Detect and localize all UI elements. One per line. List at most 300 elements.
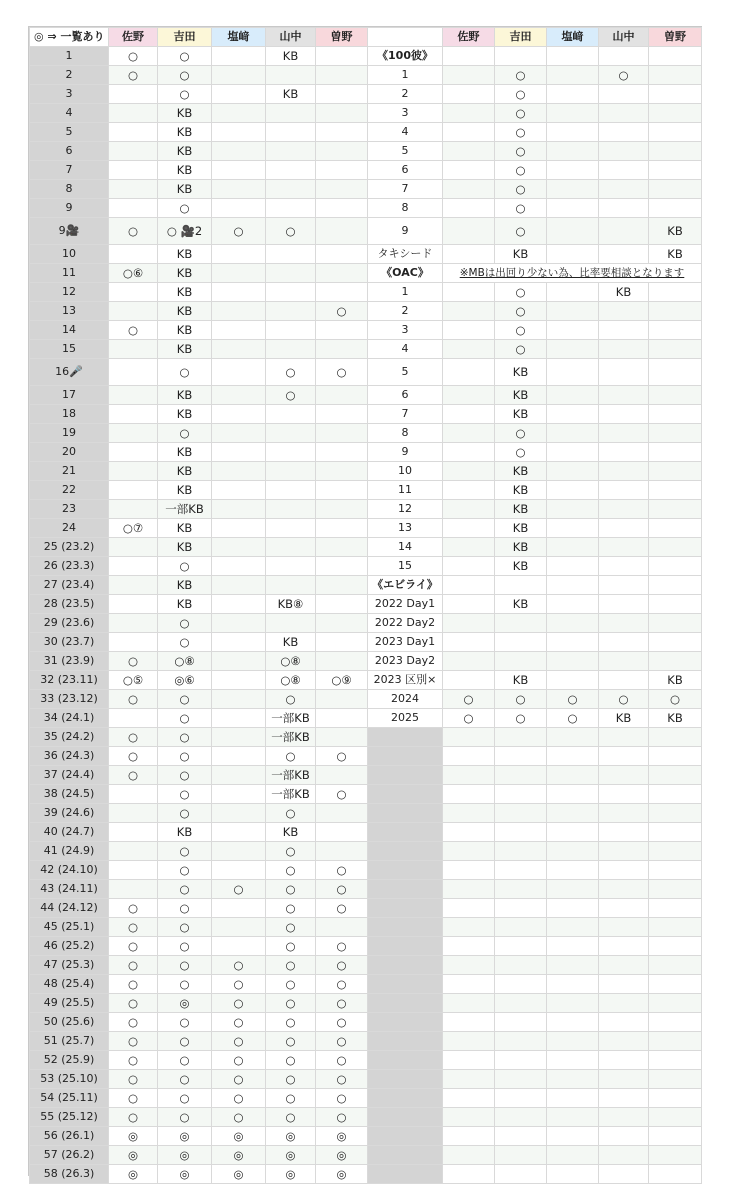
left-cell bbox=[109, 500, 158, 519]
left-cell: ○ bbox=[109, 937, 158, 956]
left-header-member: 吉田 bbox=[158, 28, 212, 47]
left-cell bbox=[266, 264, 316, 283]
left-cell bbox=[212, 123, 266, 142]
right-blank-row bbox=[368, 994, 702, 1013]
left-table-row bbox=[30, 747, 368, 766]
left-cell: ○⑨ bbox=[316, 671, 368, 690]
left-table-row bbox=[30, 766, 368, 785]
left-cell bbox=[266, 443, 316, 462]
left-cell bbox=[212, 747, 266, 766]
right-blank-cell bbox=[495, 880, 547, 899]
right-cell: ○ bbox=[495, 218, 547, 245]
left-row-label: 14 bbox=[30, 321, 109, 340]
left-table-row bbox=[30, 218, 368, 245]
left-table-row bbox=[30, 652, 368, 671]
right-cell bbox=[649, 340, 702, 359]
right-blank-cell bbox=[599, 766, 649, 785]
right-row-label: 8 bbox=[368, 424, 443, 443]
right-cell bbox=[649, 321, 702, 340]
right-cell bbox=[443, 538, 495, 557]
right-table-row bbox=[368, 66, 702, 85]
ratio-note: ※MBは出回り少ない為、比率要相談となります bbox=[443, 264, 702, 283]
left-table-row bbox=[30, 405, 368, 424]
right-blank-cell bbox=[599, 937, 649, 956]
right-cell bbox=[599, 386, 649, 405]
right-blank-cell bbox=[443, 918, 495, 937]
left-cell: ○ bbox=[158, 557, 212, 576]
right-cell bbox=[547, 595, 599, 614]
left-row-label: 40 (24.7) bbox=[30, 823, 109, 842]
right-cell bbox=[599, 576, 649, 595]
left-cell bbox=[212, 576, 266, 595]
right-cell bbox=[443, 302, 495, 321]
left-cell: ○ bbox=[316, 1051, 368, 1070]
left-row-label: 37 (24.4) bbox=[30, 766, 109, 785]
left-cell bbox=[212, 500, 266, 519]
right-blank-cell bbox=[443, 728, 495, 747]
right-cell bbox=[443, 180, 495, 199]
right-blank-row bbox=[368, 956, 702, 975]
right-blank-cell bbox=[495, 785, 547, 804]
right-table-row bbox=[368, 652, 702, 671]
left-cell: 一部KB bbox=[266, 728, 316, 747]
left-row-label: 19 bbox=[30, 424, 109, 443]
left-cell bbox=[266, 519, 316, 538]
right-table-row bbox=[368, 576, 702, 595]
right-cell bbox=[443, 500, 495, 519]
right-cell bbox=[547, 218, 599, 245]
left-cell: ◎ bbox=[158, 1127, 212, 1146]
left-cell: ○ bbox=[266, 880, 316, 899]
right-blank-row bbox=[368, 785, 702, 804]
left-cell: ○ bbox=[158, 709, 212, 728]
left-cell bbox=[266, 538, 316, 557]
right-blank-cell bbox=[599, 1108, 649, 1127]
right-blank-cell bbox=[599, 1165, 649, 1184]
left-cell: ○ bbox=[212, 218, 266, 245]
left-cell bbox=[266, 245, 316, 264]
right-cell bbox=[443, 218, 495, 245]
right-row-label: 2025 bbox=[368, 709, 443, 728]
left-cell: ○ bbox=[109, 47, 158, 66]
right-table-row bbox=[368, 405, 702, 424]
right-row-label: 15 bbox=[368, 557, 443, 576]
right-blank-cell bbox=[547, 1070, 599, 1089]
left-table-row bbox=[30, 785, 368, 804]
left-cell: ○ bbox=[109, 1089, 158, 1108]
left-cell bbox=[316, 283, 368, 302]
left-cell bbox=[266, 302, 316, 321]
left-cell: ○ bbox=[266, 1089, 316, 1108]
left-row-label: 47 (25.3) bbox=[30, 956, 109, 975]
left-cell bbox=[109, 340, 158, 359]
left-cell bbox=[266, 405, 316, 424]
left-cell bbox=[316, 218, 368, 245]
left-cell: ○ bbox=[158, 1108, 212, 1127]
right-row-label: 1 bbox=[368, 283, 443, 302]
right-blank-cell bbox=[649, 1127, 702, 1146]
right-blank-cell bbox=[547, 899, 599, 918]
left-row-label: 16🎤 bbox=[30, 359, 109, 386]
right-cell bbox=[443, 47, 495, 66]
right-cell bbox=[599, 443, 649, 462]
left-cell bbox=[212, 66, 266, 85]
right-cell bbox=[649, 481, 702, 500]
left-cell bbox=[316, 199, 368, 218]
left-cell: ○ bbox=[109, 728, 158, 747]
left-cell bbox=[266, 161, 316, 180]
right-cell bbox=[547, 302, 599, 321]
right-blank-cell bbox=[547, 861, 599, 880]
right-cell bbox=[443, 386, 495, 405]
left-table-row bbox=[30, 557, 368, 576]
left-header-member: 曽野 bbox=[316, 28, 368, 47]
right-blank-label bbox=[368, 785, 443, 804]
left-table-row bbox=[30, 880, 368, 899]
right-blank-cell bbox=[599, 823, 649, 842]
left-cell: ○ bbox=[158, 199, 212, 218]
left-cell bbox=[316, 142, 368, 161]
right-blank-cell bbox=[495, 823, 547, 842]
left-table-row bbox=[30, 340, 368, 359]
left-cell: ○ bbox=[266, 1013, 316, 1032]
right-cell bbox=[599, 614, 649, 633]
left-cell bbox=[212, 823, 266, 842]
right-blank-label bbox=[368, 823, 443, 842]
right-row-label: 2 bbox=[368, 302, 443, 321]
left-cell bbox=[109, 180, 158, 199]
left-row-label: 32 (23.11) bbox=[30, 671, 109, 690]
left-row-label: 56 (26.1) bbox=[30, 1127, 109, 1146]
left-table-row bbox=[30, 975, 368, 994]
right-cell: ○ bbox=[495, 340, 547, 359]
left-cell bbox=[212, 264, 266, 283]
right-blank-cell bbox=[599, 899, 649, 918]
left-cell bbox=[266, 340, 316, 359]
left-cell bbox=[109, 576, 158, 595]
right-blank-cell bbox=[649, 1032, 702, 1051]
left-cell bbox=[316, 321, 368, 340]
right-row-label: 2024 bbox=[368, 690, 443, 709]
right-row-label: 5 bbox=[368, 142, 443, 161]
right-blank-cell bbox=[547, 1146, 599, 1165]
right-cell bbox=[443, 340, 495, 359]
right-blank-cell bbox=[495, 842, 547, 861]
left-cell bbox=[212, 481, 266, 500]
right-blank-cell bbox=[495, 1032, 547, 1051]
left-row-label: 52 (25.9) bbox=[30, 1051, 109, 1070]
left-cell bbox=[266, 199, 316, 218]
left-row-label: 2 bbox=[30, 66, 109, 85]
right-blank-cell bbox=[547, 975, 599, 994]
left-cell: KB bbox=[158, 180, 212, 199]
left-table-wrap bbox=[29, 27, 367, 1184]
left-cell: ○ bbox=[158, 47, 212, 66]
left-row-label: 11 bbox=[30, 264, 109, 283]
right-cell: ○ bbox=[599, 66, 649, 85]
right-cell bbox=[599, 557, 649, 576]
left-cell: KB bbox=[158, 443, 212, 462]
right-blank-cell bbox=[495, 1146, 547, 1165]
left-cell: ○ bbox=[212, 975, 266, 994]
left-cell: ○ bbox=[158, 85, 212, 104]
left-cell bbox=[316, 66, 368, 85]
right-blank-cell bbox=[649, 918, 702, 937]
right-row-label: 9 bbox=[368, 218, 443, 245]
right-cell bbox=[547, 359, 599, 386]
right-cell bbox=[443, 85, 495, 104]
right-blank-cell bbox=[495, 918, 547, 937]
right-blank-cell bbox=[495, 1089, 547, 1108]
right-blank-cell bbox=[599, 994, 649, 1013]
right-cell bbox=[599, 519, 649, 538]
right-blank-cell bbox=[649, 1089, 702, 1108]
right-blank-cell bbox=[599, 918, 649, 937]
left-table-row bbox=[30, 1146, 368, 1165]
right-cell: ○ bbox=[495, 321, 547, 340]
right-cell bbox=[649, 199, 702, 218]
left-row-label: 12 bbox=[30, 283, 109, 302]
left-cell: ○ bbox=[266, 861, 316, 880]
left-cell: ○ bbox=[316, 785, 368, 804]
left-table-row bbox=[30, 823, 368, 842]
right-blank-cell bbox=[599, 1013, 649, 1032]
left-cell: ○ bbox=[109, 1108, 158, 1127]
left-cell: ○ bbox=[316, 1108, 368, 1127]
left-cell: ○ bbox=[316, 1089, 368, 1108]
left-row-label: 41 (24.9) bbox=[30, 842, 109, 861]
left-cell: ○ bbox=[158, 766, 212, 785]
right-cell: KB bbox=[649, 709, 702, 728]
left-cell: ○ bbox=[266, 1051, 316, 1070]
left-table-row bbox=[30, 1013, 368, 1032]
left-table-row bbox=[30, 199, 368, 218]
left-cell: ◎ bbox=[109, 1127, 158, 1146]
right-blank-cell bbox=[495, 1070, 547, 1089]
left-cell bbox=[316, 462, 368, 481]
left-cell: ◎ bbox=[266, 1146, 316, 1165]
left-cell: ○ bbox=[109, 899, 158, 918]
left-cell: ○ bbox=[316, 1013, 368, 1032]
right-blank-cell bbox=[649, 861, 702, 880]
right-table-row bbox=[368, 199, 702, 218]
right-cell bbox=[443, 481, 495, 500]
left-table-row bbox=[30, 264, 368, 283]
left-row-label: 29 (23.6) bbox=[30, 614, 109, 633]
left-cell: ○ bbox=[109, 652, 158, 671]
left-cell bbox=[316, 180, 368, 199]
right-blank-cell bbox=[599, 804, 649, 823]
right-blank-cell bbox=[649, 956, 702, 975]
left-cell bbox=[212, 359, 266, 386]
left-row-label: 30 (23.7) bbox=[30, 633, 109, 652]
right-blank-cell bbox=[443, 1089, 495, 1108]
left-cell: ○ 🎥2 bbox=[158, 218, 212, 245]
right-blank-label bbox=[368, 1146, 443, 1165]
right-cell: KB bbox=[495, 500, 547, 519]
left-cell: ○ bbox=[266, 804, 316, 823]
right-cell: ○ bbox=[495, 443, 547, 462]
left-cell: ○ bbox=[109, 1070, 158, 1089]
right-blank-cell bbox=[547, 1165, 599, 1184]
right-blank-row bbox=[368, 728, 702, 747]
left-cell bbox=[109, 595, 158, 614]
right-blank-cell bbox=[599, 956, 649, 975]
right-blank-row bbox=[368, 899, 702, 918]
right-cell bbox=[649, 386, 702, 405]
right-row-label: 4 bbox=[368, 340, 443, 359]
right-blank-cell bbox=[495, 747, 547, 766]
right-blank-cell bbox=[547, 823, 599, 842]
right-table-row bbox=[368, 161, 702, 180]
left-cell bbox=[316, 161, 368, 180]
left-cell bbox=[316, 245, 368, 264]
right-cell bbox=[599, 500, 649, 519]
left-cell: ○ bbox=[316, 302, 368, 321]
right-blank-cell bbox=[547, 747, 599, 766]
right-blank-label bbox=[368, 994, 443, 1013]
right-table-row bbox=[368, 321, 702, 340]
right-table-row bbox=[368, 386, 702, 405]
right-blank-row bbox=[368, 918, 702, 937]
left-cell: ○ bbox=[109, 1051, 158, 1070]
right-blank-cell bbox=[547, 956, 599, 975]
left-cell: ◎ bbox=[266, 1127, 316, 1146]
left-table-row bbox=[30, 1070, 368, 1089]
right-cell bbox=[547, 538, 599, 557]
right-row-label: 12 bbox=[368, 500, 443, 519]
right-cell bbox=[649, 576, 702, 595]
left-cell: KB bbox=[158, 462, 212, 481]
right-table-row bbox=[368, 264, 702, 283]
right-cell bbox=[599, 405, 649, 424]
left-cell bbox=[212, 340, 266, 359]
right-blank-cell bbox=[599, 1089, 649, 1108]
right-row-label: 2022 Day2 bbox=[368, 614, 443, 633]
right-table-row bbox=[368, 519, 702, 538]
left-cell bbox=[212, 766, 266, 785]
left-cell bbox=[212, 142, 266, 161]
right-blank-cell bbox=[649, 1051, 702, 1070]
left-cell bbox=[109, 557, 158, 576]
right-cell bbox=[547, 633, 599, 652]
right-row-label: 2023 区別× bbox=[368, 671, 443, 690]
left-cell bbox=[316, 264, 368, 283]
left-row-label: 25 (23.2) bbox=[30, 538, 109, 557]
left-row-label: 24 bbox=[30, 519, 109, 538]
left-cell bbox=[109, 199, 158, 218]
left-cell: ○ bbox=[316, 1070, 368, 1089]
left-row-label: 17 bbox=[30, 386, 109, 405]
left-row-label: 42 (24.10) bbox=[30, 861, 109, 880]
left-table-row bbox=[30, 481, 368, 500]
left-cell: ○ bbox=[158, 899, 212, 918]
right-blank-label bbox=[368, 1127, 443, 1146]
right-blank-label bbox=[368, 899, 443, 918]
left-cell: ○ bbox=[158, 804, 212, 823]
right-cell: ○ bbox=[495, 180, 547, 199]
right-cell bbox=[443, 443, 495, 462]
right-cell bbox=[649, 123, 702, 142]
left-cell: ○ bbox=[316, 747, 368, 766]
right-blank-cell bbox=[443, 1013, 495, 1032]
left-cell bbox=[212, 424, 266, 443]
left-cell: ○ bbox=[109, 690, 158, 709]
left-cell bbox=[109, 538, 158, 557]
right-row-label: 9 bbox=[368, 443, 443, 462]
right-blank-cell bbox=[547, 918, 599, 937]
left-cell bbox=[266, 576, 316, 595]
left-cell bbox=[316, 690, 368, 709]
right-blank-cell bbox=[443, 1127, 495, 1146]
right-blank-row bbox=[368, 766, 702, 785]
right-row-label: 5 bbox=[368, 359, 443, 386]
left-cell bbox=[316, 405, 368, 424]
right-blank-cell bbox=[495, 1051, 547, 1070]
left-header-first: ◎ ⇒ 一覧あり bbox=[30, 28, 109, 47]
right-table-row bbox=[368, 142, 702, 161]
right-row-label: 《OAC》 bbox=[368, 264, 443, 283]
right-cell: KB bbox=[495, 245, 547, 264]
left-cell: ○ bbox=[266, 975, 316, 994]
left-table-row bbox=[30, 918, 368, 937]
right-blank-cell bbox=[649, 975, 702, 994]
left-cell: ○ bbox=[266, 359, 316, 386]
right-blank-cell bbox=[443, 1070, 495, 1089]
right-blank-cell bbox=[547, 785, 599, 804]
right-cell bbox=[443, 283, 495, 302]
left-cell bbox=[316, 557, 368, 576]
right-blank-label bbox=[368, 1070, 443, 1089]
left-cell: ○⑧ bbox=[266, 652, 316, 671]
right-cell: ○ bbox=[495, 66, 547, 85]
right-cell bbox=[547, 245, 599, 264]
right-blank-cell bbox=[443, 1032, 495, 1051]
right-blank-cell bbox=[599, 1127, 649, 1146]
right-cell bbox=[599, 321, 649, 340]
left-cell: 一部KB bbox=[266, 766, 316, 785]
right-blank-label bbox=[368, 766, 443, 785]
left-cell bbox=[212, 937, 266, 956]
right-cell bbox=[547, 47, 599, 66]
left-cell: ○ bbox=[266, 994, 316, 1013]
left-row-label: 6 bbox=[30, 142, 109, 161]
left-cell bbox=[266, 557, 316, 576]
right-cell bbox=[443, 142, 495, 161]
left-cell bbox=[109, 245, 158, 264]
right-blank-label bbox=[368, 1051, 443, 1070]
right-blank-cell bbox=[547, 1108, 599, 1127]
left-row-label: 58 (26.3) bbox=[30, 1165, 109, 1184]
left-row-label: 15 bbox=[30, 340, 109, 359]
left-cell bbox=[212, 785, 266, 804]
right-cell: ○ bbox=[495, 302, 547, 321]
left-table-row bbox=[30, 690, 368, 709]
right-cell bbox=[599, 245, 649, 264]
right-blank-cell bbox=[495, 975, 547, 994]
left-table-row bbox=[30, 443, 368, 462]
left-cell: KB bbox=[158, 264, 212, 283]
left-row-label: 9 bbox=[30, 199, 109, 218]
right-header-member: 山中 bbox=[599, 28, 649, 47]
left-table-row bbox=[30, 994, 368, 1013]
left-cell bbox=[266, 104, 316, 123]
left-cell: KB bbox=[158, 519, 212, 538]
left-cell: 一部KB bbox=[158, 500, 212, 519]
left-table-row bbox=[30, 709, 368, 728]
right-table-row bbox=[368, 557, 702, 576]
right-table bbox=[367, 27, 702, 1184]
